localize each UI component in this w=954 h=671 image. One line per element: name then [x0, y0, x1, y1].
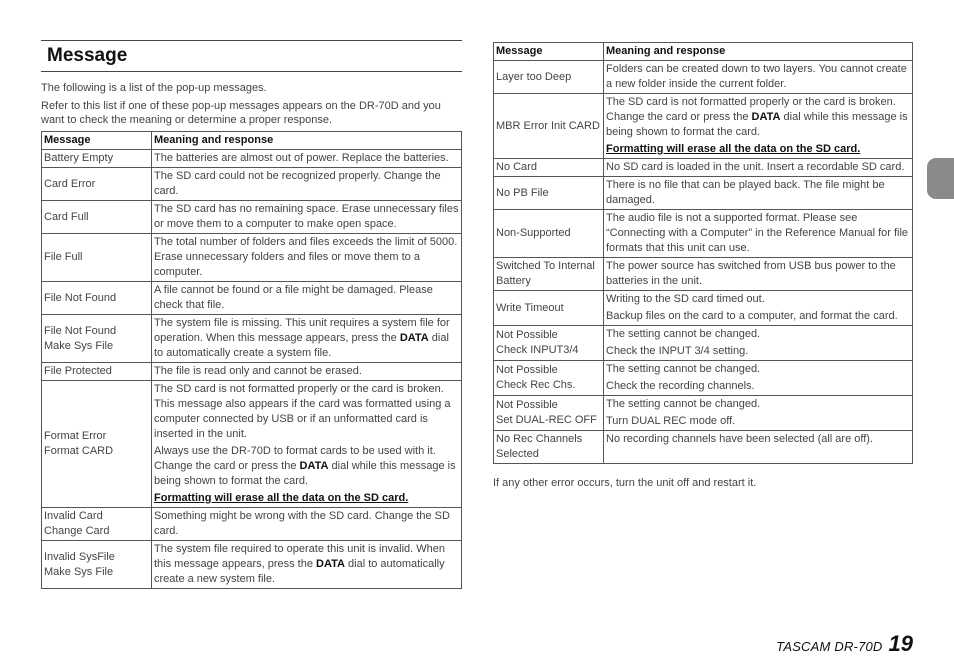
response-cell — [152, 508, 462, 541]
message-text: Format CARD — [44, 445, 114, 457]
table-row — [42, 508, 462, 541]
response-cell — [152, 541, 462, 589]
message-text: Invalid SysFile — [44, 550, 115, 563]
table-row — [42, 234, 462, 282]
message-cell — [42, 381, 152, 508]
response-text — [154, 542, 459, 587]
response-cell — [604, 431, 913, 464]
table-row — [494, 396, 913, 431]
table-header-row — [42, 132, 462, 150]
message-text: File Full — [44, 251, 83, 263]
message-cell — [494, 61, 604, 94]
response-segment: dial while this message is being shown to format the card. — [606, 111, 908, 138]
message-text: Card Error — [44, 177, 96, 190]
response-text: There is no file that can be played back. The file might be damaged. — [606, 179, 885, 206]
message-text: File Protected — [44, 365, 112, 377]
intro-text — [41, 81, 462, 127]
message-cell — [42, 201, 152, 234]
message-text: Non-Supported — [496, 227, 571, 239]
response-text: The setting cannot be changed. — [606, 398, 761, 410]
table-row — [42, 150, 462, 168]
message-cell — [42, 508, 152, 541]
response-cell — [604, 326, 913, 361]
response-text — [154, 316, 459, 361]
message-text: Check Rec Chs. — [496, 379, 576, 391]
format-warning: Formatting will erase all the data on the SD card. — [606, 143, 861, 155]
message-text: Battery Empty — [44, 152, 114, 164]
response-segment: Always use the DR-70D to format cards to be used with it. Change the card or press the — [154, 445, 436, 472]
message-text: No Card — [496, 161, 537, 173]
message-text: File Not Found — [44, 291, 117, 304]
response-cell — [152, 381, 462, 508]
table-row — [494, 431, 913, 464]
response-text: Check the recording channels. — [606, 380, 755, 392]
header-response: Meaning and response — [152, 132, 462, 150]
message-text: Not Possible — [496, 364, 558, 376]
response-text: Check the INPUT 3/4 setting. — [606, 345, 749, 357]
message-cell — [42, 541, 152, 589]
message-text: Card Full — [44, 210, 89, 223]
message-cell — [494, 326, 604, 361]
response-cell — [604, 258, 913, 291]
table-body — [494, 61, 913, 464]
table-header-row — [494, 43, 913, 61]
message-cell — [494, 291, 604, 326]
table-row — [494, 291, 913, 326]
response-text: The audio file is not a supported format. Please see “Connecting with a Computer” in the Reference Manual for file formats that this unit can use. — [606, 212, 909, 254]
response-cell — [152, 150, 462, 168]
message-text: Layer too Deep — [496, 70, 572, 83]
message-text: Change Card — [44, 525, 110, 537]
response-text: The power source has switched from USB bus power to the batteries in the unit. — [606, 260, 896, 287]
message-text: Not Possible — [496, 329, 558, 341]
header-message: Message — [42, 132, 152, 150]
message-cell — [42, 282, 152, 315]
key-term: DATA — [316, 558, 345, 570]
table-row — [42, 168, 462, 201]
message-text: Make Sys File — [44, 565, 114, 578]
message-cell — [42, 234, 152, 282]
message-text: File Not Found — [44, 324, 117, 337]
table-row — [494, 61, 913, 94]
format-warning: Formatting will erase all the data on the SD card. — [154, 492, 409, 504]
response-segment: The SD card is not formatted properly or the card is broken. Change the card or press the — [606, 96, 896, 123]
response-text: Folders can be created down to two layers. You cannot create a new folder inside the current folder. — [606, 63, 907, 90]
message-text: Not Possible — [496, 399, 558, 411]
response-segment: dial to automatically create a system file. — [154, 332, 449, 359]
message-cell — [42, 315, 152, 363]
response-cell — [604, 61, 913, 94]
message-text: Write Timeout — [496, 301, 564, 314]
message-cell — [494, 258, 604, 291]
response-cell — [604, 361, 913, 396]
header-message: Message — [494, 43, 604, 61]
message-cell — [494, 396, 604, 431]
key-term: DATA — [299, 460, 329, 472]
message-cell — [494, 361, 604, 396]
footer-brand: TASCAM DR-70D — [776, 639, 883, 654]
response-cell — [604, 210, 913, 258]
response-text — [606, 95, 910, 140]
intro-paragraph: Refer to this list if one of these pop-up messages appears on the DR-70D and you want to check the meaning or determine a proper response. — [41, 100, 441, 126]
key-term: DATA — [751, 111, 781, 123]
message-text: Format Error — [44, 430, 107, 442]
message-text: Check INPUT3/4 — [496, 344, 579, 356]
response-segment: The system file is missing. This unit requires a system file for operation. When this message appears, press the — [154, 317, 450, 344]
message-cell — [494, 159, 604, 177]
response-cell — [152, 234, 462, 282]
right-column — [493, 42, 913, 489]
response-text: No SD card is loaded in the unit. Insert a recordable SD card. — [606, 161, 905, 173]
response-cell — [152, 363, 462, 381]
page-footer — [776, 631, 913, 657]
response-cell — [604, 177, 913, 210]
key-term: DATA — [399, 332, 429, 344]
response-text: The setting cannot be changed. — [606, 328, 761, 340]
message-cell — [494, 431, 604, 464]
response-text: The SD card is not formatted properly or the card is broken. This message also appears if the card was formatted using a computer connected by USB or if an unformatted card is inserted in the unit. — [154, 383, 451, 440]
response-cell — [604, 396, 913, 431]
message-text: Selected — [496, 448, 539, 460]
response-text: A file cannot be found or a file might be damaged. Please check that file. — [154, 284, 433, 311]
response-text: Turn DUAL REC mode off. — [606, 415, 736, 427]
response-segment: The system file required to operate this unit is invalid. When this message appears, press the — [154, 543, 446, 570]
response-text: The SD card could not be recognized properly. Change the card. — [154, 170, 441, 197]
message-text: Make Sys File — [44, 339, 114, 352]
table-row — [494, 94, 913, 159]
chapter-tab — [927, 158, 954, 199]
message-text: Battery — [496, 275, 531, 287]
response-text: The batteries are almost out of power. Replace the batteries. — [154, 152, 449, 164]
message-cell — [494, 177, 604, 210]
table-row — [42, 315, 462, 363]
response-cell — [604, 94, 913, 159]
response-text: Backup files on the card to a computer, and format the card. — [606, 310, 898, 322]
left-column — [41, 40, 462, 589]
response-text: Writing to the SD card timed out. — [606, 293, 765, 305]
message-cell — [494, 210, 604, 258]
response-text: The setting cannot be changed. — [606, 363, 761, 375]
table-row — [494, 210, 913, 258]
response-text: The total number of folders and files exceeds the limit of 5000. Erase unnecessary folders and files or move them to a computer. — [154, 236, 458, 278]
intro-paragraph: The following is a list of the pop-up messages. — [41, 82, 267, 94]
table-row — [42, 541, 462, 589]
message-table-right — [493, 42, 913, 464]
message-cell — [42, 150, 152, 168]
message-text: Invalid Card — [44, 510, 103, 522]
message-cell — [494, 94, 604, 159]
message-text: No PB File — [496, 186, 549, 199]
response-text: The SD card has no remaining space. Erase unnecessary files or move them to a computer to make open space. — [154, 203, 459, 230]
table-row — [494, 177, 913, 210]
table-row — [494, 361, 913, 396]
table-row — [42, 282, 462, 315]
table-row — [494, 258, 913, 291]
table-row — [494, 326, 913, 361]
message-text: Switched To Internal — [496, 260, 595, 272]
response-segment: dial to automatically create a new system file. — [154, 558, 445, 585]
table-body — [42, 150, 462, 589]
table-row — [42, 363, 462, 381]
response-text: No recording channels have been selected (all are off). — [606, 433, 874, 445]
message-text: MBR Error Init CARD — [496, 119, 600, 132]
table-row — [494, 159, 913, 177]
response-text: The file is read only and cannot be erased. — [154, 365, 362, 377]
message-table-left — [41, 131, 462, 589]
response-cell — [152, 201, 462, 234]
response-cell — [152, 315, 462, 363]
response-cell — [604, 159, 913, 177]
message-cell — [42, 363, 152, 381]
footnote: If any other error occurs, turn the unit off and restart it. — [493, 477, 757, 489]
message-text: No Rec Channels — [496, 433, 583, 445]
section-title: Message — [41, 41, 462, 72]
response-cell — [604, 291, 913, 326]
response-segment: dial while this message is being shown to format the card. — [154, 460, 456, 487]
response-cell — [152, 168, 462, 201]
header-response: Meaning and response — [604, 43, 913, 61]
table-row — [42, 381, 462, 508]
message-text: Set DUAL-REC OFF — [496, 414, 597, 426]
response-cell — [152, 282, 462, 315]
response-text: Something might be wrong with the SD card. Change the SD card. — [154, 510, 450, 537]
message-cell — [42, 168, 152, 201]
table-row — [42, 201, 462, 234]
page-number: 19 — [888, 631, 913, 656]
response-text — [154, 444, 459, 489]
